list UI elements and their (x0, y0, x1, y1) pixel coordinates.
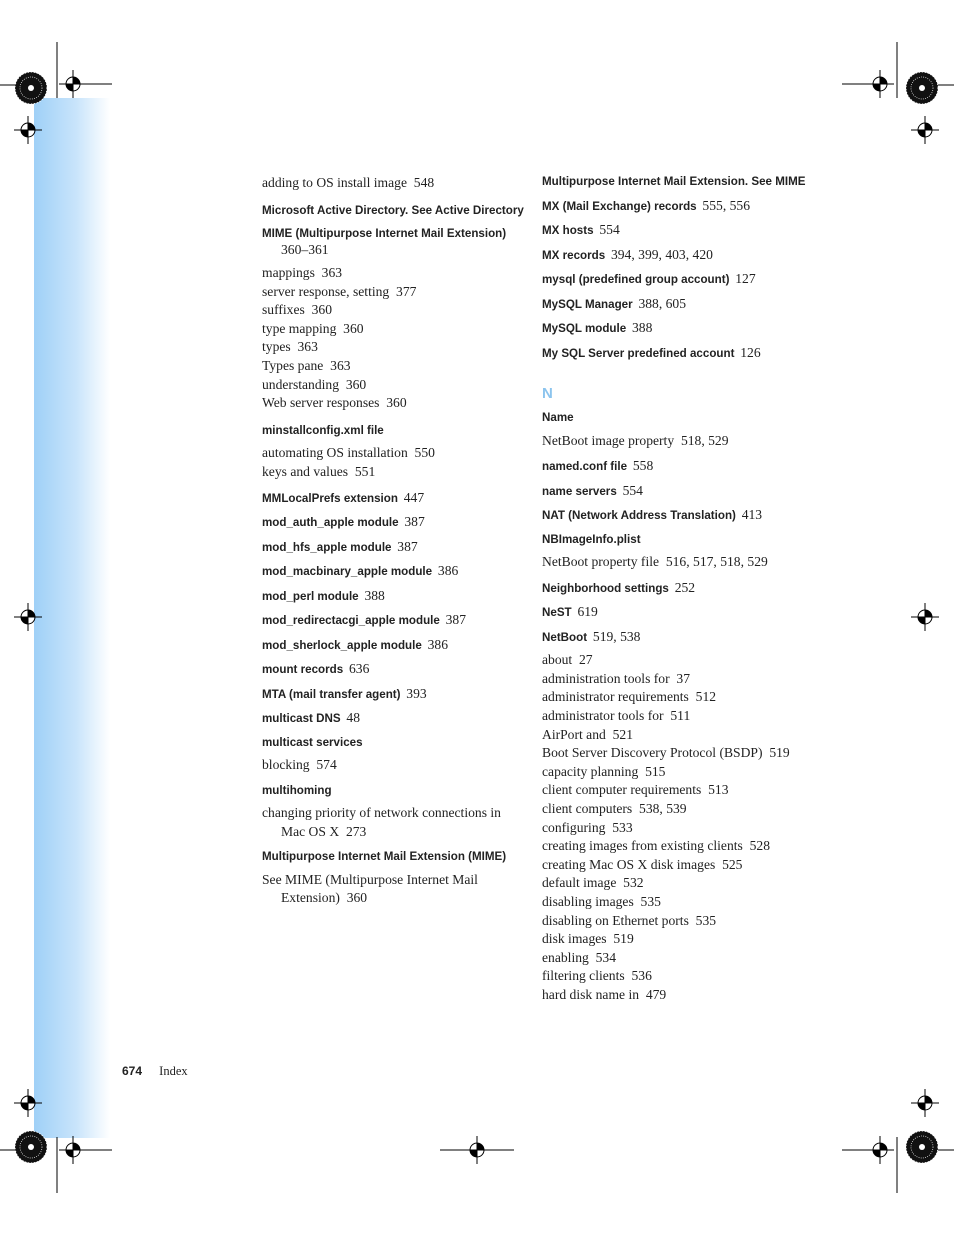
entry-pages: 513 (708, 782, 729, 798)
index-heading (542, 198, 832, 215)
entry-pages: 447 (403, 489, 425, 505)
index-subentry (542, 432, 832, 451)
entry-term: My SQL Server predefined account (542, 346, 735, 360)
index-subentry (262, 338, 524, 357)
index-subentry (262, 320, 524, 339)
entry-pages: 636 (348, 661, 370, 677)
index-column-right (542, 174, 832, 1004)
index-subentry (542, 893, 832, 912)
index-heading (262, 612, 524, 629)
index-subentry (542, 651, 832, 670)
entry-pages: 388 (631, 320, 653, 335)
entry-pages: 519 (769, 745, 790, 761)
entry-term: Multipurpose Internet Mail Extension. See MIME (542, 175, 806, 188)
entry-term: understanding (262, 376, 340, 392)
index-heading (542, 458, 832, 475)
index-heading (262, 686, 524, 703)
entry-term: MySQL module (542, 322, 627, 335)
index-subentry (542, 986, 832, 1005)
entry-pages: 363 (321, 265, 343, 281)
entry-term: mod_perl module (262, 589, 359, 603)
entry-term: NBImageInfo.plist (542, 532, 641, 546)
entry-pages: 363 (297, 339, 318, 355)
index-heading (262, 539, 524, 556)
index-subentry (262, 301, 524, 320)
index-letter-heading: N (542, 385, 553, 402)
index-subentry (542, 912, 832, 931)
index-heading (542, 580, 832, 597)
entry-pages: 548 (413, 175, 435, 190)
index-heading (262, 514, 524, 531)
entry-pages: 536 (631, 968, 652, 984)
entry-term: multicast DNS (262, 712, 341, 726)
entry-pages: 521 (612, 726, 633, 742)
entry-term: adding to OS install image (262, 175, 407, 190)
entry-term: blocking (262, 757, 310, 773)
index-subentry (542, 856, 832, 875)
entry-pages: 479 (645, 986, 667, 1002)
entry-pages: 387 (445, 612, 467, 628)
entry-term: creating images from existing clients (542, 838, 743, 854)
index-subentry (542, 744, 832, 763)
index-subentry (262, 804, 524, 841)
entry-term: disabling images (542, 893, 634, 909)
entry-pages: 551 (354, 463, 376, 479)
entry-pages: 386 (437, 563, 459, 579)
entry-pages: 519, 538 (592, 628, 641, 644)
entry-pages: 558 (632, 458, 654, 474)
entry-pages: 48 (346, 710, 360, 726)
entry-pages: 273 (345, 823, 367, 839)
entry-term: about (542, 652, 573, 668)
entry-pages: 360–361 (281, 241, 329, 257)
entry-term: mappings (262, 265, 315, 281)
entry-term: mod_sherlock_apple module (262, 638, 422, 652)
index-heading (262, 423, 524, 439)
entry-pages: 518, 529 (680, 432, 729, 448)
entry-term: multihoming (262, 783, 332, 797)
entry-term: Web server responses (262, 395, 380, 411)
entry-pages: 252 (674, 579, 696, 595)
entry-term: changing priority of network connections in Mac OS X (262, 805, 501, 839)
index-subentry (262, 283, 524, 302)
entry-term: hard disk name in (542, 986, 640, 1002)
entry-term: disabling on Ethernet ports (542, 912, 689, 928)
index-heading (542, 345, 832, 362)
index-heading (542, 604, 832, 621)
entry-pages: 413 (741, 507, 763, 523)
entry-pages: 387 (397, 538, 418, 554)
entry-pages: 528 (749, 838, 771, 854)
entry-term: suffixes (262, 302, 305, 318)
entry-pages: 511 (670, 707, 691, 723)
index-subentry (542, 670, 832, 689)
entry-term: Boot Server Discovery Protocol (BSDP) (542, 745, 763, 761)
index-heading (262, 849, 524, 865)
entry-pages: 519 (613, 931, 634, 947)
entry-pages: 388, 605 (638, 295, 687, 311)
entry-term: type mapping (262, 320, 337, 336)
entry-term: administration tools for (542, 670, 670, 686)
entry-pages: 360 (343, 320, 364, 336)
entry-term: types (262, 339, 291, 355)
entry-term: administrator requirements (542, 689, 689, 705)
entry-pages: 377 (396, 283, 417, 299)
index-heading (542, 320, 832, 337)
entry-pages: 360 (311, 302, 332, 318)
entry-pages: 533 (612, 819, 633, 835)
entry-term: automating OS installation (262, 445, 408, 461)
entry-term: named.conf file (542, 460, 628, 474)
entry-term: mod_macbinary_apple module (262, 565, 433, 579)
entry-pages: 394, 399, 403, 420 (610, 246, 713, 262)
entry-term: MySQL Manager (542, 297, 633, 311)
entry-term: client computer requirements (542, 782, 702, 798)
index-subentry (542, 949, 832, 968)
index-subentry (262, 357, 524, 376)
entry-term: Neighborhood settings (542, 581, 669, 595)
entry-pages: 360 (386, 395, 407, 411)
entry-term: default image (542, 875, 617, 891)
entry-pages: 619 (577, 604, 598, 620)
entry-pages: 532 (623, 875, 644, 891)
index-heading (262, 203, 524, 219)
entry-pages: 554 (622, 482, 643, 498)
entry-term: MX (Mail Exchange) records (542, 199, 697, 213)
index-subentry (542, 707, 832, 726)
entry-term: minstallconfig.xml file (262, 423, 384, 437)
entry-term: disk images (542, 931, 607, 947)
entry-pages: 388 (364, 587, 385, 603)
entry-pages: 516, 517, 518, 529 (665, 554, 768, 570)
entry-pages: 555, 556 (702, 197, 750, 213)
index-subentry (262, 174, 524, 193)
entry-term: keys and values (262, 463, 349, 479)
index-subentry (542, 800, 832, 819)
entry-pages: 360 (346, 890, 368, 906)
index-heading (542, 247, 832, 264)
index-subentry (262, 871, 524, 908)
entry-pages: 127 (735, 271, 756, 286)
index-heading (262, 710, 524, 727)
entry-term: mysql (predefined group account) (542, 273, 730, 286)
entry-term: Microsoft Active Directory. See Active Directory (262, 203, 524, 217)
entry-pages: 535 (695, 912, 717, 928)
index-heading (542, 174, 832, 190)
index-subentry (542, 553, 832, 572)
entry-term: See MIME (Multipurpose Internet Mail Extension) (262, 871, 478, 906)
index-column-left (262, 174, 524, 908)
entry-term: AirPort and (542, 726, 606, 742)
entry-pages: 387 (404, 514, 425, 530)
page-footer (122, 1064, 188, 1079)
entry-pages: 525 (722, 856, 743, 872)
entry-term: NetBoot image property (542, 432, 675, 448)
index-subentry (262, 394, 524, 413)
entry-term: client computers (542, 800, 633, 816)
entry-pages: 534 (595, 949, 616, 965)
entry-term: mount records (262, 663, 344, 677)
entry-pages: 554 (599, 222, 620, 237)
entry-term: MIME (Multipurpose Internet Mail Extension) (262, 227, 507, 241)
entry-pages: 360 (345, 376, 367, 392)
index-heading (542, 222, 832, 239)
index-heading (262, 735, 524, 751)
entry-pages: 37 (676, 670, 691, 686)
entry-term: MMLocalPrefs extension (262, 491, 398, 505)
index-heading (542, 296, 832, 313)
entry-pages: 27 (579, 652, 593, 668)
entry-pages: 538, 539 (639, 800, 687, 816)
entry-term: name servers (542, 484, 617, 498)
entry-pages: 535 (640, 893, 661, 909)
entry-term: server response, setting (262, 283, 390, 299)
index-subentry (542, 688, 832, 707)
entry-pages: 574 (316, 757, 337, 773)
entry-term: creating Mac OS X disk images (542, 856, 716, 872)
entry-term: NAT (Network Address Translation) (542, 509, 736, 523)
entry-term: configuring (542, 819, 606, 835)
index-subentry (542, 781, 832, 800)
entry-pages: 550 (414, 445, 435, 461)
index-heading (262, 637, 524, 654)
entry-term: enabling (542, 949, 589, 965)
index-subentry (542, 763, 832, 782)
entry-pages: 393 (406, 685, 427, 701)
index-heading (262, 490, 524, 507)
index-subentry (262, 444, 524, 463)
index-heading (542, 532, 832, 548)
entry-term: NeST (542, 606, 572, 620)
index-heading (262, 563, 524, 580)
index-subentry (542, 930, 832, 949)
index-subentry (542, 874, 832, 893)
index-heading (262, 588, 524, 605)
entry-term: Types pane (262, 358, 324, 374)
entry-pages: 512 (695, 689, 717, 705)
section-name: Index (159, 1064, 188, 1078)
index-subentry (542, 837, 832, 856)
entry-term: mod_redirectacgi_apple module (262, 614, 440, 628)
entry-term: filtering clients (542, 968, 625, 984)
index-heading (542, 629, 832, 646)
index-subentry (262, 756, 524, 775)
entry-term: mod_hfs_apple module (262, 540, 392, 554)
entry-term: administrator tools for (542, 707, 664, 723)
index-subentry (262, 376, 524, 395)
entry-pages: 126 (740, 344, 761, 360)
index-heading (262, 783, 524, 799)
entry-term: mod_auth_apple module (262, 516, 399, 530)
page-number: 674 (122, 1064, 143, 1078)
index-subentry (262, 264, 524, 283)
entry-term: capacity planning (542, 763, 639, 779)
index-heading (542, 271, 832, 288)
entry-term: MTA (mail transfer agent) (262, 687, 401, 701)
index-heading (542, 507, 832, 524)
index-subentry (262, 463, 524, 482)
index-heading (542, 483, 832, 500)
entry-term: NetBoot (542, 630, 588, 644)
entry-term: Name (542, 411, 574, 424)
index-subentry (542, 726, 832, 745)
entry-term: multicast services (262, 735, 363, 749)
entry-term: Multipurpose Internet Mail Extension (MIME) (262, 850, 507, 864)
entry-term: MX hosts (542, 224, 594, 237)
entry-term: NetBoot property file (542, 554, 660, 570)
entry-term: MX records (542, 248, 606, 262)
entry-pages: 386 (427, 636, 448, 652)
index-heading (262, 226, 524, 258)
entry-pages: 363 (330, 358, 351, 374)
index-subentry (542, 819, 832, 838)
index-heading (262, 661, 524, 678)
index-heading (542, 410, 832, 426)
index-subentry (542, 967, 832, 986)
entry-pages: 515 (645, 763, 666, 779)
